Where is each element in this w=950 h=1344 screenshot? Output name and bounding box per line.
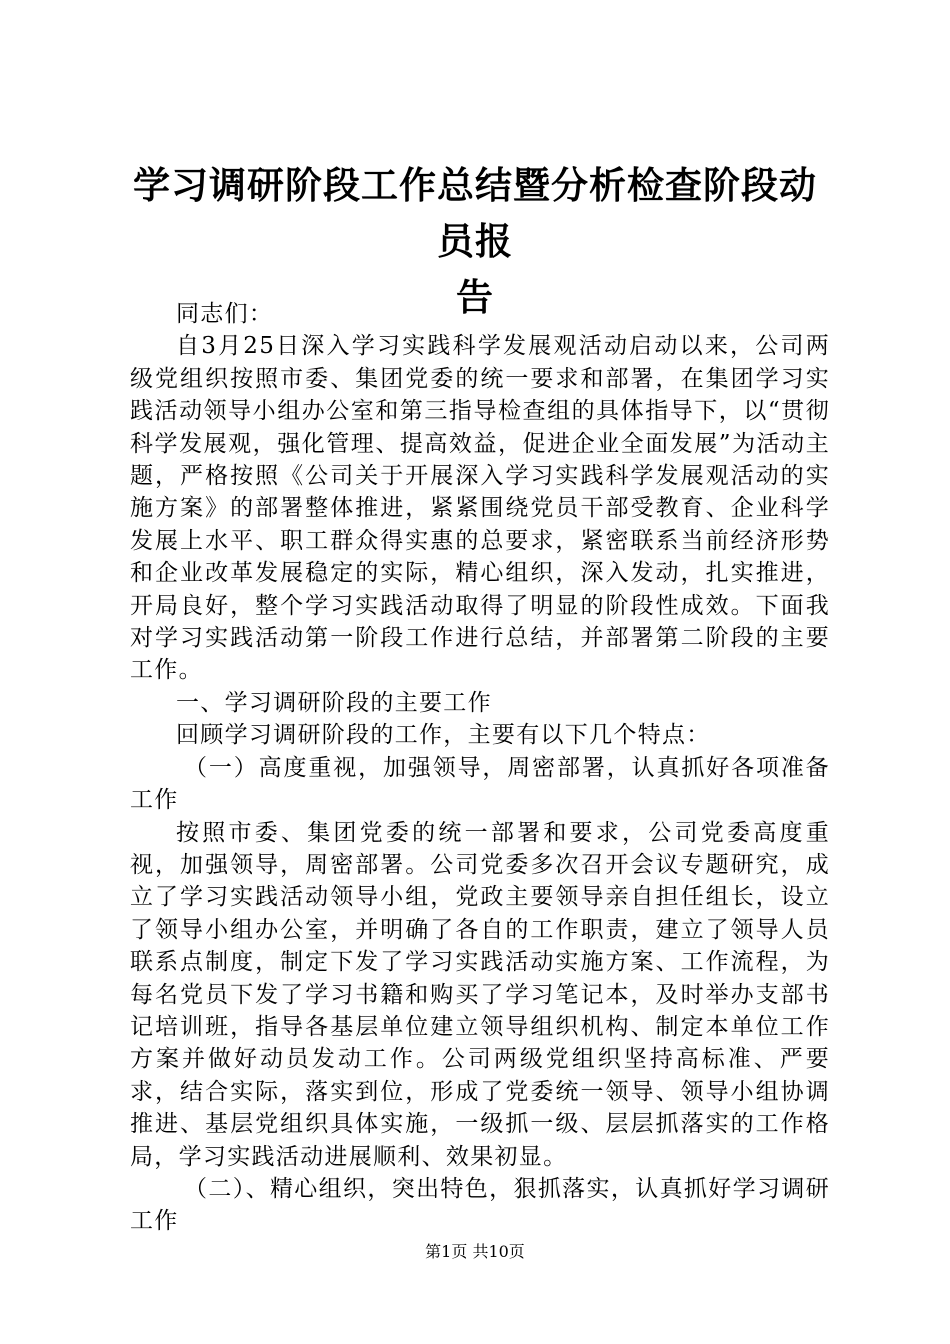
page-number: 第1页 共10页 [425,1242,525,1261]
subsection-1-paragraph: 按照市委、集团党委的统一部署和要求，公司党委高度重视，加强领导，周密部署。公司党委多次召开会议专题研究，成立了学习实践活动领导小组，党政主要领导亲自担任组长，设立了领导小组办公室，并明确了各自的工作职责，建立了领导人员联系点制度，制定下发了学习实践活动实施方案、工作流程，为每名党员下发了学习书籍和购买了学习笔记本，及时举办支部书记培训班，指导各基层单位建立领导组织机构、制定本单位工作方案并做好动员发动工作。公司两级党组织坚持高标准、严要求，结合实际，落实到位，形成了党委统一领导、领导小组协调推进、基层党组织具体实施，一级抓一级、层层抓落实的工作格局，学习实践活动进展顺利、效果初显。 [130,819,830,1170]
overview-paragraph: 回顾学习调研阶段的工作，主要有以下几个特点： [176,722,711,749]
section-heading: 一、学习调研阶段的主要工作 [176,689,492,716]
subsection-heading-1: （一）高度重视，加强领导，周密部署，认真抓好各项准备工作 [130,754,830,814]
subsection-heading-2: （二）、精心组织，突出特色，狠抓落实，认真抓好学习调研工作 [130,1175,830,1235]
salutation: 同志们： [176,301,274,327]
title-line-1: 学习调研阶段工作总结暨分析检查阶段动员报 [133,164,817,263]
intro-paragraph: 自3月25日深入学习实践科学发展观活动启动以来，公司两级党组织按照市委、集团党委的统一要求和部署，在集团学习实践活动领导小组办公室和第三指导检查组的具体指导下，以“贯彻科学发展观，强化管理、提高效益，促进企业全面发展”为活动主题，严格按照《公司关于开展深入学习实践科学发展观活动的实施方案》的部署整体推进，紧紧围绕党员干部受教育、企业科学发展上水平、职工群众得实惠的总要求，紧密联系当前经济形势和企业改革发展稳定的实际，精心组织，深入发动，扎实推进，开局良好，整个学习实践活动取得了明显的阶段性成效。下面我对学习实践活动第一阶段工作进行总结，并部署第二阶段的主要工作。 [130,333,830,684]
document-body [130,298,830,1238]
title-line-2: 告 [456,276,494,319]
